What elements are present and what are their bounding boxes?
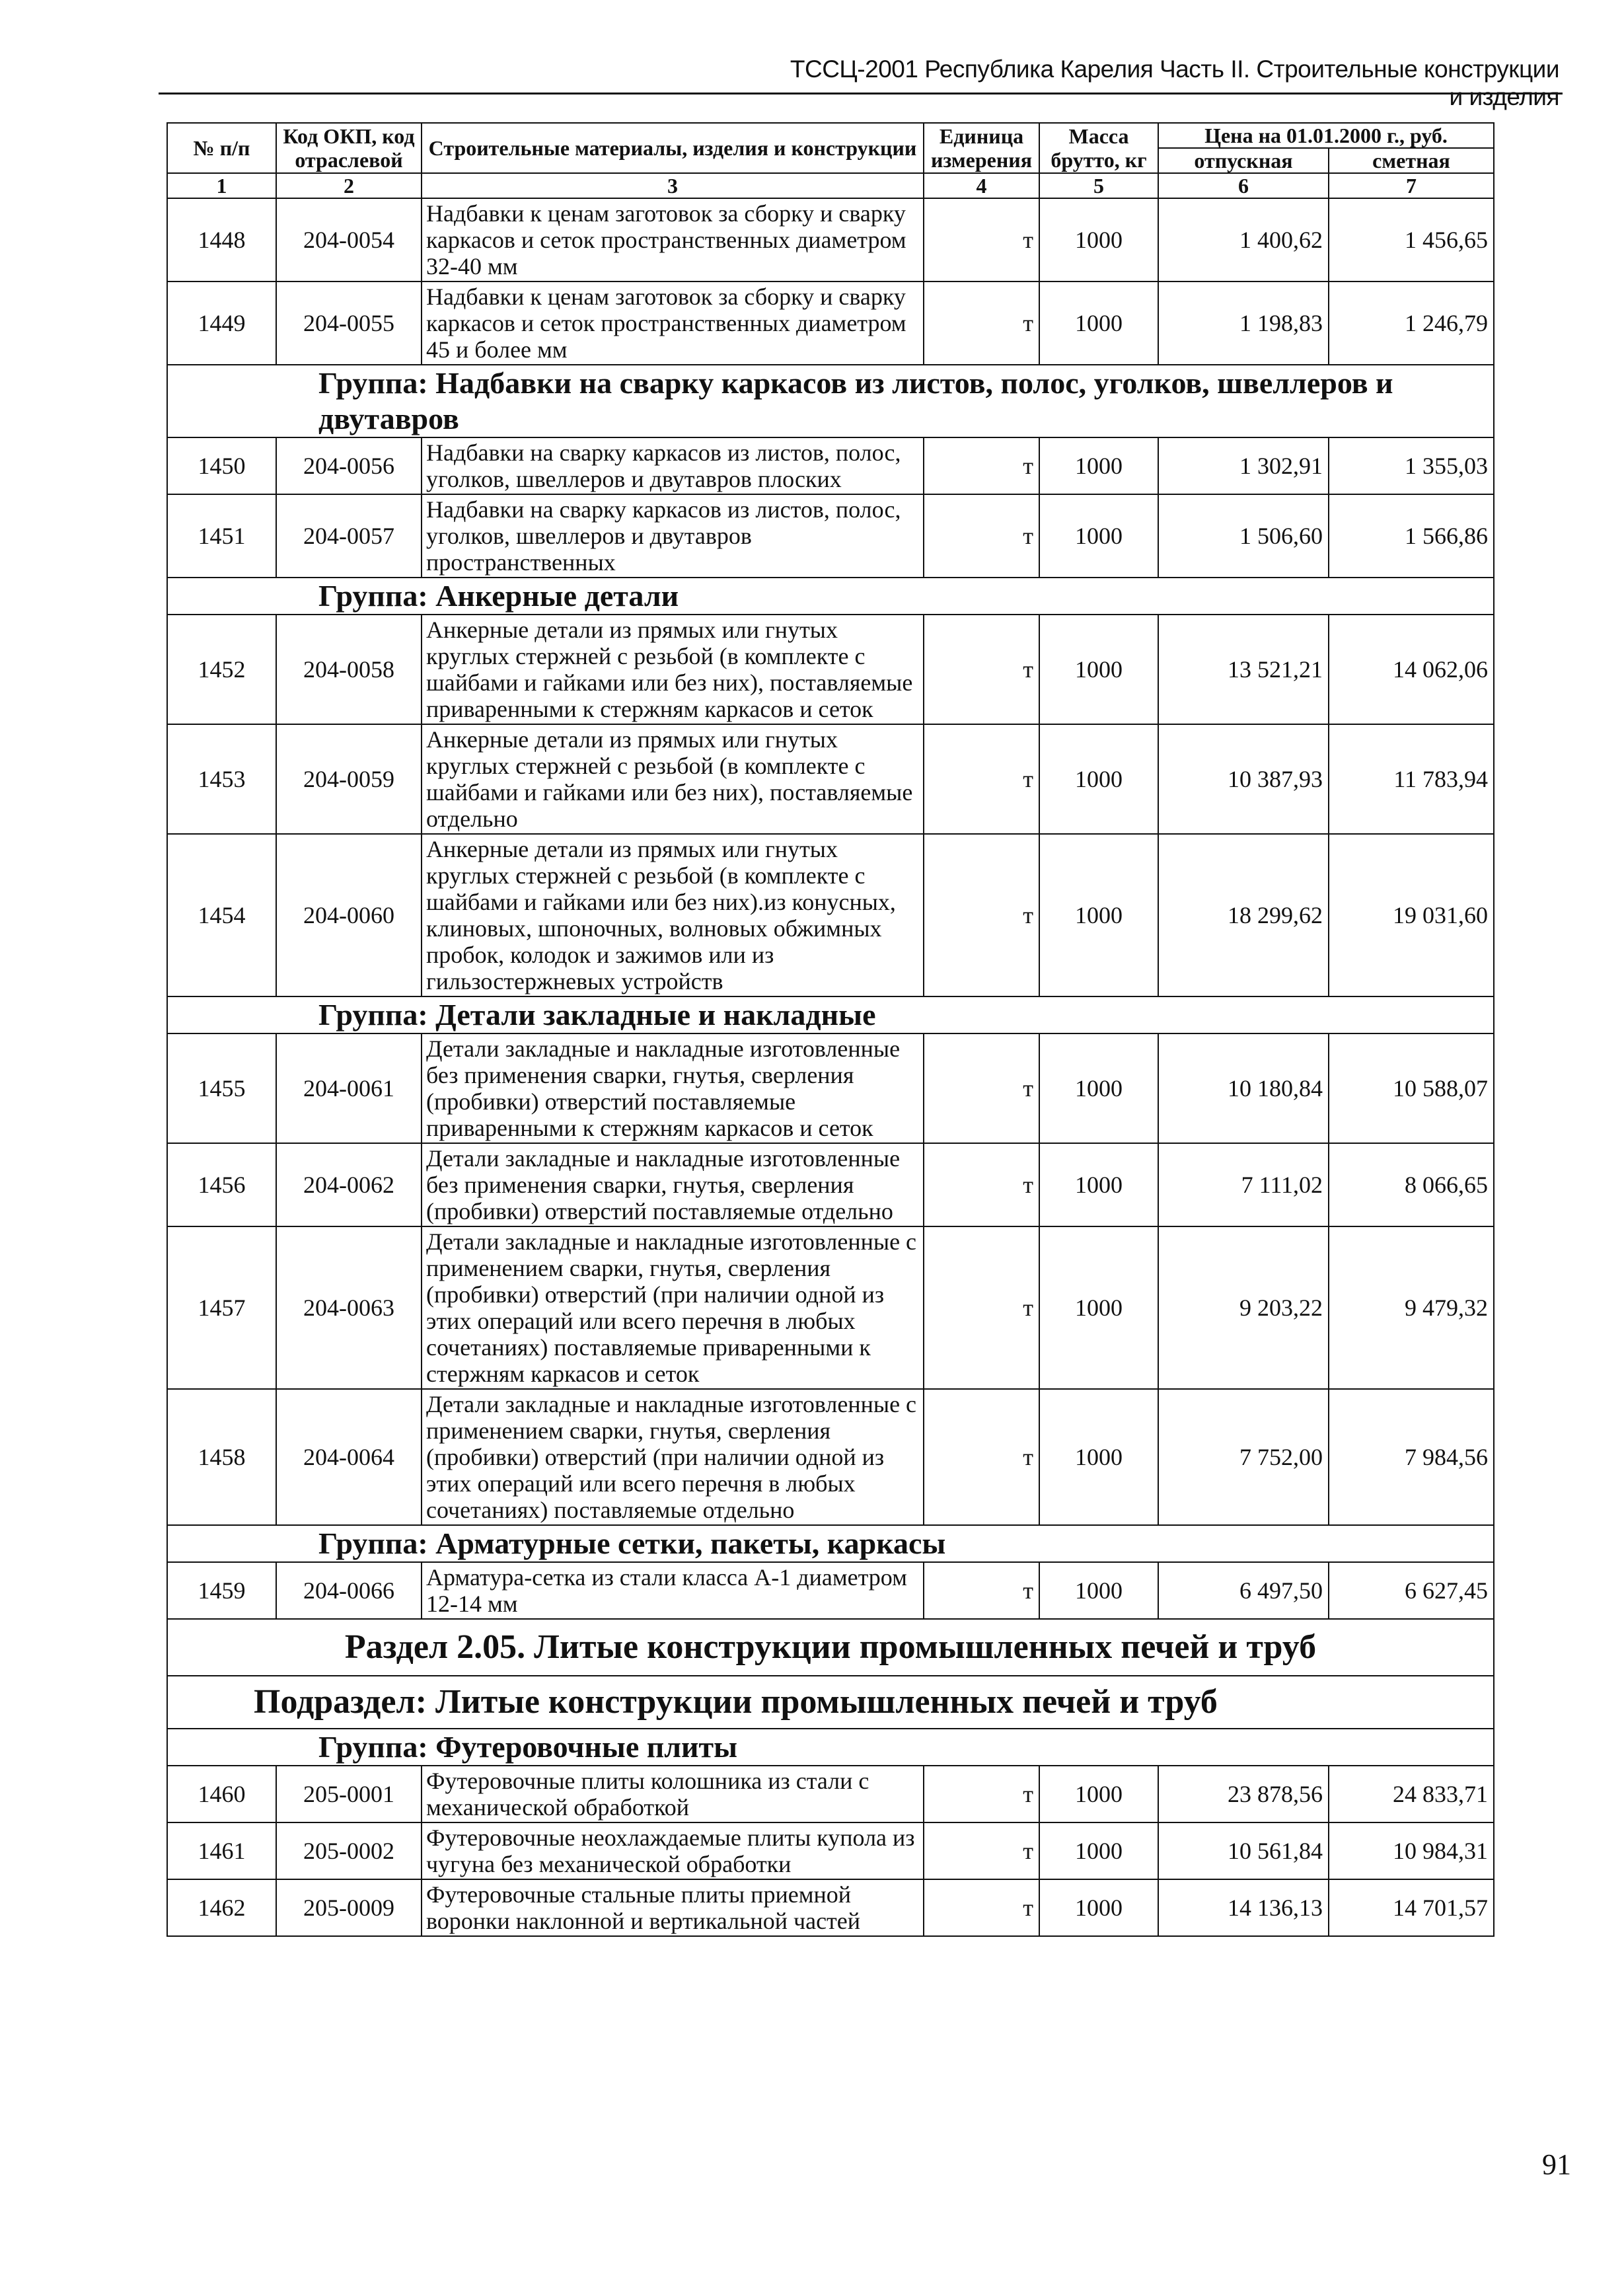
running-header: ТССЦ-2001 Республика Карелия Часть II. Строительные конструкции и изделия [790,56,1559,110]
row-description: Арматура-сетка из стали класса А-1 диаметром 12-14 мм [422,1562,924,1619]
row-mass: 1000 [1039,1879,1158,1936]
group-row [167,578,1494,615]
section-title: Раздел 2.05. Литые конструкции промышленных печей и труб [167,1619,1494,1676]
row-price-estimate: 1 246,79 [1329,281,1494,365]
row-price-release: 13 521,21 [1158,615,1329,724]
row-code: 204-0056 [276,437,422,494]
row-price-release: 23 878,56 [1158,1766,1329,1822]
row-code: 205-0001 [276,1766,422,1822]
row-code: 204-0064 [276,1389,422,1525]
row-unit: т [924,281,1039,365]
row-mass: 1000 [1039,1389,1158,1525]
row-number: 1454 [167,834,276,996]
row-code: 204-0062 [276,1143,422,1226]
row-description: Надбавки на сварку каркасов из листов, полос, уголков, швеллеров и двутавров плоских [422,437,924,494]
row-price-estimate: 8 066,65 [1329,1143,1494,1226]
row-price-estimate: 19 031,60 [1329,834,1494,996]
header-code: Код ОКП, код отраслевой [276,123,422,173]
header-price: Цена на 01.01.2000 г., руб. [1158,123,1494,148]
group-row [167,1729,1494,1766]
row-code: 204-0058 [276,615,422,724]
row-unit: т [924,1389,1039,1525]
column-number: 1 [167,173,276,198]
row-description: Детали закладные и накладные изготовленные без применения сварки, гнутья, сверления (пробивки) отверстий поставляемые отдельно [422,1143,924,1226]
row-price-estimate: 9 479,32 [1329,1226,1494,1389]
row-code: 204-0057 [276,494,422,578]
page-number: 91 [1542,2148,1571,2181]
row-unit: т [924,494,1039,578]
column-number: 3 [422,173,924,198]
header-price-release: отпускная [1158,148,1329,173]
row-code: 204-0061 [276,1033,422,1143]
row-price-estimate: 11 783,94 [1329,724,1494,834]
row-price-release: 10 180,84 [1158,1033,1329,1143]
row-price-estimate: 6 627,45 [1329,1562,1494,1619]
group-row [167,1525,1494,1562]
table-row [167,1562,1494,1619]
row-description: Детали закладные и накладные изготовленные без применения сварки, гнутья, сверления (пробивки) отверстий поставляемые приваренными к стержням каркасов и сеток [422,1033,924,1143]
row-price-release: 6 497,50 [1158,1562,1329,1619]
row-price-release: 7 111,02 [1158,1143,1329,1226]
table-row [167,834,1494,996]
table-row [167,1226,1494,1389]
row-mass: 1000 [1039,494,1158,578]
row-description: Анкерные детали из прямых или гнутых круглых стержней с резьбой (в комплекте с шайбами и гайками или без них), поставляемые приваренными к стержням каркасов и сеток [422,615,924,724]
row-mass: 1000 [1039,437,1158,494]
table-row [167,1822,1494,1879]
row-code: 204-0063 [276,1226,422,1389]
row-description: Надбавки на сварку каркасов из листов, полос, уголков, швеллеров и двутавров пространственных [422,494,924,578]
row-unit: т [924,1766,1039,1822]
row-description: Надбавки к ценам заготовок за сборку и сварку каркасов и сеток пространственных диаметром 32-40 мм [422,198,924,281]
row-number: 1456 [167,1143,276,1226]
row-mass: 1000 [1039,281,1158,365]
row-number: 1448 [167,198,276,281]
row-price-estimate: 14 062,06 [1329,615,1494,724]
row-price-estimate: 10 984,31 [1329,1822,1494,1879]
row-number: 1449 [167,281,276,365]
row-price-release: 14 136,13 [1158,1879,1329,1936]
header-material: Строительные материалы, изделия и конструкции [422,123,924,173]
row-description: Надбавки к ценам заготовок за сборку и сварку каркасов и сеток пространственных диаметром 45 и более мм [422,281,924,365]
row-code: 204-0066 [276,1562,422,1619]
row-price-estimate: 1 355,03 [1329,437,1494,494]
row-price-release: 10 387,93 [1158,724,1329,834]
group-title: Группа: Детали закладные и накладные [167,996,1494,1033]
column-number: 7 [1329,173,1494,198]
table-row [167,1389,1494,1525]
table-row [167,198,1494,281]
row-code: 204-0054 [276,198,422,281]
row-number: 1450 [167,437,276,494]
row-price-estimate: 1 566,86 [1329,494,1494,578]
row-unit: т [924,1226,1039,1389]
table-row [167,437,1494,494]
row-unit: т [924,1033,1039,1143]
row-unit: т [924,198,1039,281]
row-price-release: 7 752,00 [1158,1389,1329,1525]
header-mass: Масса брутто, кг [1039,123,1158,173]
row-description: Футеровочные плиты колошника из стали с механической обработкой [422,1766,924,1822]
row-description: Анкерные детали из прямых или гнутых круглых стержней с резьбой (в комплекте с шайбами и гайками или без них).из конусных, клиновых, шпоночных, волновых обжимных пробок, колодок и зажимов или из гильзостержневых устройств [422,834,924,996]
row-code: 204-0060 [276,834,422,996]
subsection-title: Подраздел: Литые конструкции промышленных печей и труб [167,1676,1494,1729]
row-price-release: 10 561,84 [1158,1822,1329,1879]
column-number: 5 [1039,173,1158,198]
row-mass: 1000 [1039,1226,1158,1389]
row-number: 1457 [167,1226,276,1389]
row-price-estimate: 1 456,65 [1329,198,1494,281]
row-mass: 1000 [1039,724,1158,834]
group-row [167,996,1494,1033]
group-title: Группа: Анкерные детали [167,578,1494,615]
row-mass: 1000 [1039,834,1158,996]
row-unit: т [924,1562,1039,1619]
price-table [166,122,1495,1937]
row-unit: т [924,1879,1039,1936]
row-unit: т [924,437,1039,494]
row-number: 1452 [167,615,276,724]
row-mass: 1000 [1039,198,1158,281]
row-description: Детали закладные и накладные изготовленные с применением сварки, гнутья, сверления (пробивки) отверстий (при наличии одной из этих операций или всего перечня в любых сочетаниях) поставляемые отдельно [422,1389,924,1525]
row-unit: т [924,834,1039,996]
row-price-estimate: 7 984,56 [1329,1389,1494,1525]
row-number: 1460 [167,1766,276,1822]
row-mass: 1000 [1039,615,1158,724]
header-unit: Единица измерения [924,123,1039,173]
row-price-release: 9 203,22 [1158,1226,1329,1389]
column-number: 2 [276,173,422,198]
table-row [167,724,1494,834]
table-row [167,494,1494,578]
row-code: 205-0009 [276,1879,422,1936]
row-number: 1461 [167,1822,276,1879]
row-price-release: 1 400,62 [1158,198,1329,281]
row-description: Футеровочные неохлаждаемые плиты купола из чугуна без механической обработки [422,1822,924,1879]
table-row [167,615,1494,724]
row-mass: 1000 [1039,1562,1158,1619]
row-price-release: 1 198,83 [1158,281,1329,365]
table-row [167,281,1494,365]
row-price-estimate: 14 701,57 [1329,1879,1494,1936]
row-code: 204-0055 [276,281,422,365]
row-price-release: 1 506,60 [1158,494,1329,578]
table-body [167,198,1494,1936]
row-number: 1455 [167,1033,276,1143]
row-number: 1451 [167,494,276,578]
row-code: 205-0002 [276,1822,422,1879]
column-number: 6 [1158,173,1329,198]
table-row [167,1879,1494,1936]
row-unit: т [924,724,1039,834]
row-mass: 1000 [1039,1766,1158,1822]
header-rule [159,93,1563,94]
section-row [167,1619,1494,1676]
subsection-row [167,1676,1494,1729]
row-price-estimate: 24 833,71 [1329,1766,1494,1822]
group-title: Группа: Надбавки на сварку каркасов из листов, полос, уголков, швеллеров и двутавров [167,365,1494,437]
row-unit: т [924,1822,1039,1879]
row-description: Анкерные детали из прямых или гнутых круглых стержней с резьбой (в комплекте с шайбами и гайками или без них), поставляемые отдельно [422,724,924,834]
row-unit: т [924,1143,1039,1226]
row-number: 1462 [167,1879,276,1936]
row-mass: 1000 [1039,1822,1158,1879]
header-num: № п/п [167,123,276,173]
header-price-estimate: сметная [1329,148,1494,173]
group-title: Группа: Футеровочные плиты [167,1729,1494,1766]
row-price-release: 18 299,62 [1158,834,1329,996]
table-row [167,1033,1494,1143]
row-number: 1459 [167,1562,276,1619]
table-row [167,1766,1494,1822]
row-description: Футеровочные стальные плиты приемной воронки наклонной и вертикальной частей [422,1879,924,1936]
column-numbers-row [167,173,1494,198]
table-row [167,1143,1494,1226]
row-mass: 1000 [1039,1143,1158,1226]
row-description: Детали закладные и накладные изготовленные с применением сварки, гнутья, сверления (пробивки) отверстий (при наличии одной из этих операций или всего перечня в любых сочетаниях) поставляемые приваренными к стержням каркасов и сеток [422,1226,924,1389]
row-code: 204-0059 [276,724,422,834]
row-number: 1453 [167,724,276,834]
row-unit: т [924,615,1039,724]
row-price-estimate: 10 588,07 [1329,1033,1494,1143]
row-number: 1458 [167,1389,276,1525]
row-price-release: 1 302,91 [1158,437,1329,494]
column-number: 4 [924,173,1039,198]
group-row [167,365,1494,437]
group-title: Группа: Арматурные сетки, пакеты, каркасы [167,1525,1494,1562]
row-mass: 1000 [1039,1033,1158,1143]
